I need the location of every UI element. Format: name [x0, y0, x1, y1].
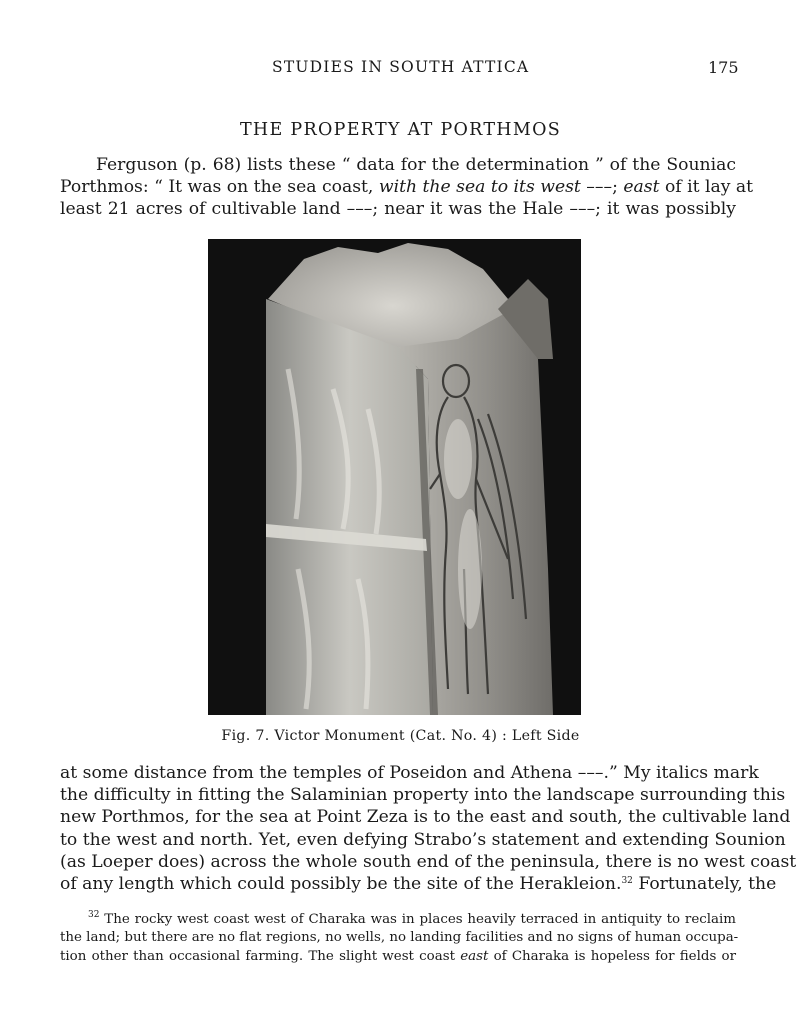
text-run: tion other than occasional farming. The slight west coast [60, 948, 461, 964]
section-title: THE PROPERTY AT PORTHMOS [239, 120, 562, 140]
footnote-line-3 [60, 948, 736, 966]
text-run: of it lay at [659, 177, 754, 198]
text-run: Fortunately, the [632, 874, 777, 895]
paragraph-2-line-2: the difficulty in fitting the Salaminian property into the landscape surrounding this [60, 785, 786, 806]
footnote-line-2: the land; but there are no flat regions, no wells, no landing facilities and no signs of human occupa- [60, 930, 739, 946]
italic-run: east [623, 177, 660, 198]
page-number: 175 [708, 58, 739, 77]
paragraph-1-line-1: Ferguson (p. 68) lists these “ data for the determination ” of the Souniac [96, 155, 736, 175]
paragraph-2 [60, 762, 797, 895]
footnote-32 [60, 910, 739, 966]
text-run: of Charaka is hopeless for fields or [488, 948, 736, 964]
text-run: Porthmos: “ It was on the sea coast, [60, 177, 379, 198]
paragraph-2-line-5: (as Loeper does) across the whole south end of the peninsula, there is no west coast [60, 851, 797, 872]
italic-run: with the sea to its west [378, 177, 581, 198]
paragraph-2-line-1: at some distance from the temples of Poseidon and Athena –––.” My italics mark [60, 763, 759, 783]
paragraph-1-line-2 [60, 176, 754, 198]
paragraph-1-line-3: least 21 acres of cultivable land –––; near it was the Hale –––; it was possibly [60, 199, 736, 220]
footnote-marker: 32 [88, 910, 100, 920]
text-run: of any length which could possibly be the site of the Herakleion. [60, 874, 622, 895]
figure-photo [208, 239, 581, 715]
footnote-reference[interactable]: 32 [621, 876, 633, 887]
running-title: STUDIES IN SOUTH ATTICA [272, 58, 530, 76]
paragraph-2-line-6 [60, 873, 777, 895]
paragraph-2-line-4: to the west and north. Yet, even defying Strabo’s statement and extending Sounion [60, 829, 786, 850]
italic-run: east [460, 948, 489, 964]
text-run: The rocky west coast west of Charaka was in places heavily terraced in antiquity to reclaim [99, 912, 736, 927]
paragraph-1 [60, 154, 754, 221]
paragraph-2-line-3: new Porthmos, for the sea at Point Zeza is to the east and south, the cultivable land [60, 807, 791, 828]
text-run: –––; [580, 177, 624, 198]
footnote-line-1 [60, 911, 736, 929]
figure-caption: Fig. 7. Victor Monument (Cat. No. 4) : Left Side [221, 728, 580, 744]
monument-photo-illustration [208, 239, 581, 715]
